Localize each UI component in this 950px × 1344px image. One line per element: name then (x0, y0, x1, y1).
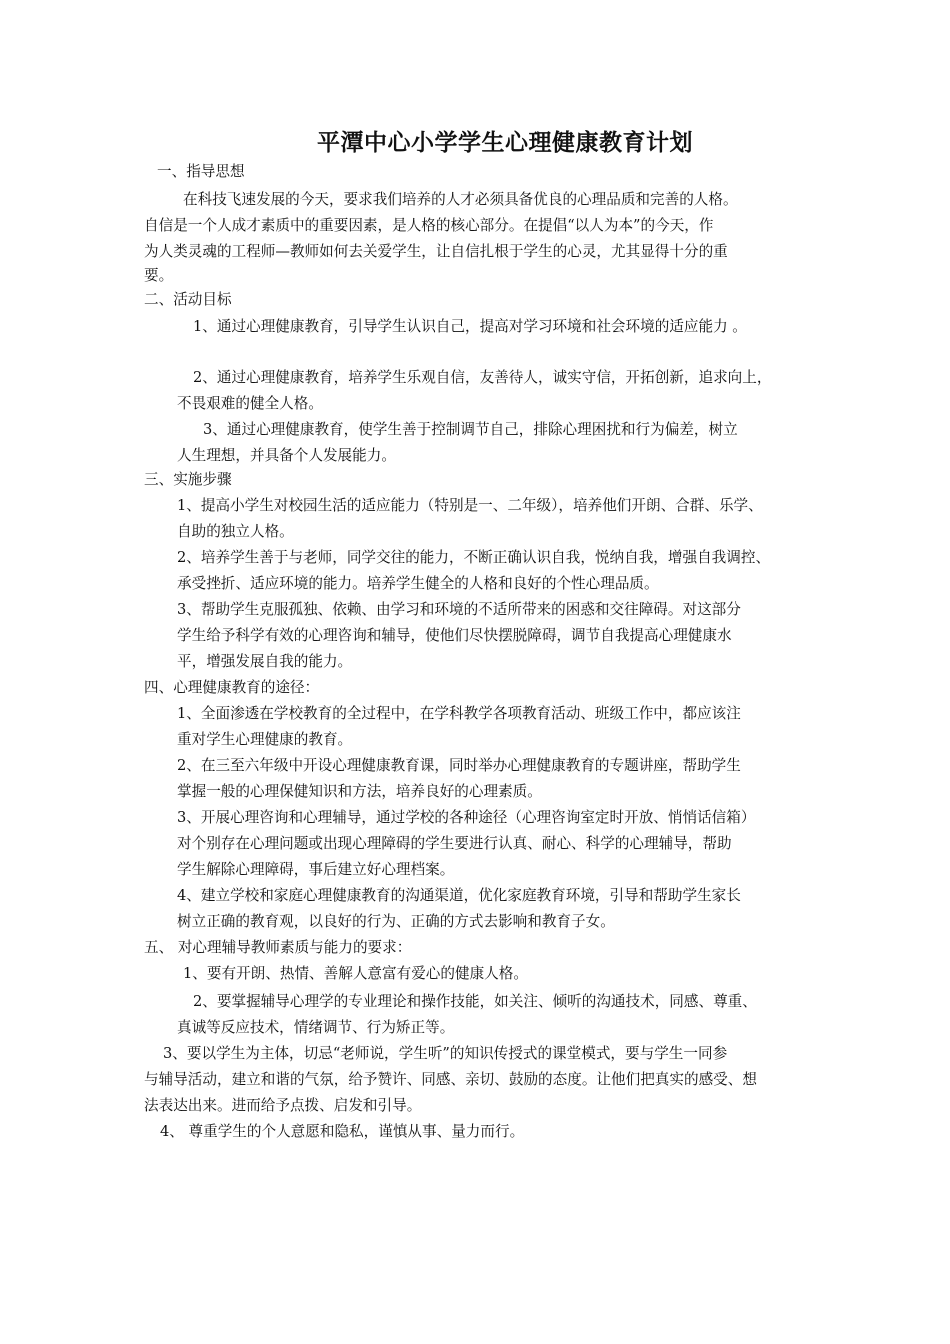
list-item: 3、帮助学生克服孤独、依赖、由学习和环境的不适所带来的困惑和交往障碍。对这部分 (177, 601, 741, 618)
list-item: 1、通过心理健康教育，引导学生认识自己，提高对学习环境和社会环境的适应能力 。 (193, 318, 747, 335)
section-heading-5: 五、 对心理辅导教师素质与能力的要求： (144, 939, 412, 956)
list-item: 3、要以学生为主体，切忌“老师说，学生听”的知识传授式的课堂模式，要与学生一同参 (163, 1045, 728, 1062)
list-item: 4、建立学校和家庭心理健康教育的沟通渠道，优化家庭教育环境，引导和帮助学生家长 (177, 887, 741, 904)
list-item-continuation: 学生解除心理障碍，事后建立好心理档案。 (177, 861, 455, 878)
section-heading-3: 三、实施步骤 (144, 471, 232, 488)
paragraph-line: 自信是一个人成才素质中的重要因素，是人格的核心部分。在提倡“以人为本”的今天，作 (144, 217, 714, 234)
list-item-continuation: 人生理想，并具备个人发展能力。 (177, 447, 396, 464)
list-item: 1、要有开朗、热情、善解人意富有爱心的健康人格。 (183, 965, 528, 982)
list-item-continuation: 法表达出来。进而给予点拨、启发和引导。 (144, 1097, 422, 1114)
list-item: 2、在三至六年级中开设心理健康教育课，同时举办心理健康教育的专题讲座，帮助学生 (177, 757, 741, 774)
list-item: 4、 尊重学生的个人意愿和隐私，谨慎从事、量力而行。 (160, 1123, 525, 1140)
section-heading-4: 四、心理健康教育的途径： (144, 679, 320, 696)
list-item-continuation: 与辅导活动，建立和谐的气氛，给予赞许、同感、亲切、鼓励的态度。让他们把真实的感受、想 (144, 1071, 757, 1088)
list-item-continuation: 不畏艰难的健全人格。 (177, 395, 323, 412)
list-item-continuation: 自助的独立人格。 (177, 523, 294, 540)
list-item: 2、培养学生善于与老师，同学交往的能力，不断正确认识自我，悦纳自我，增强自我调控、 (177, 549, 771, 566)
paragraph-line: 在科技飞速发展的今天，要求我们培养的人才必须具备优良的心理品质和完善的人格。 (183, 191, 738, 208)
paragraph-line: 为人类灵魂的工程师—教师如何去关爱学生，让自信扎根于学生的心灵，尤其显得十分的重 (144, 243, 728, 260)
list-item: 3、开展心理咨询和心理辅导，通过学校的各种途径（心理咨询室定时开放、悄悄话信箱） (177, 809, 756, 826)
list-item-continuation: 对个别存在心理问题或出现心理障碍的学生要进行认真、耐心、科学的心理辅导，帮助 (177, 835, 732, 852)
list-item-continuation: 重对学生心理健康的教育。 (177, 731, 353, 748)
list-item-continuation: 平，增强发展自我的能力。 (177, 653, 353, 670)
document-title: 平潭中心小学学生心理健康教育计划 (317, 130, 693, 156)
list-item-continuation: 学生给予科学有效的心理咨询和辅导，使他们尽快摆脱障碍，调节自我提高心理健康水 (177, 627, 732, 644)
list-item-continuation: 掌握一般的心理保健知识和方法，培养良好的心理素质。 (177, 783, 542, 800)
list-item-continuation: 承受挫折、适应环境的能力。培养学生健全的人格和良好的个性心理品质。 (177, 575, 659, 592)
list-item: 1、全面渗透在学校教育的全过程中，在学科教学各项教育活动、班级工作中，都应该注 (177, 705, 741, 722)
list-item: 3、通过心理健康教育，使学生善于控制调节自己，排除心理困扰和行为偏差，树立 (203, 421, 738, 438)
section-heading-1: 一、指导思想 (157, 163, 245, 180)
list-item-continuation: 树立正确的教育观，以良好的行为、正确的方式去影响和教育子女。 (177, 913, 615, 930)
paragraph-line: 要。 (144, 267, 174, 284)
list-item: 2、通过心理健康教育，培养学生乐观自信，友善待人，诚实守信，开拓创新，追求向上， (193, 369, 772, 386)
section-heading-2: 二、活动目标 (144, 291, 232, 308)
list-item: 2、要掌握辅导心理学的专业理论和操作技能，如关注、倾听的沟通技术，同感、尊重、 (193, 993, 757, 1010)
list-item: 1、提高小学生对校园生活的适应能力（特别是一、二年级），培养他们开朗、合群、乐学、 (177, 497, 763, 514)
list-item-continuation: 真诚等反应技术，情绪调节、行为矫正等。 (177, 1019, 455, 1036)
